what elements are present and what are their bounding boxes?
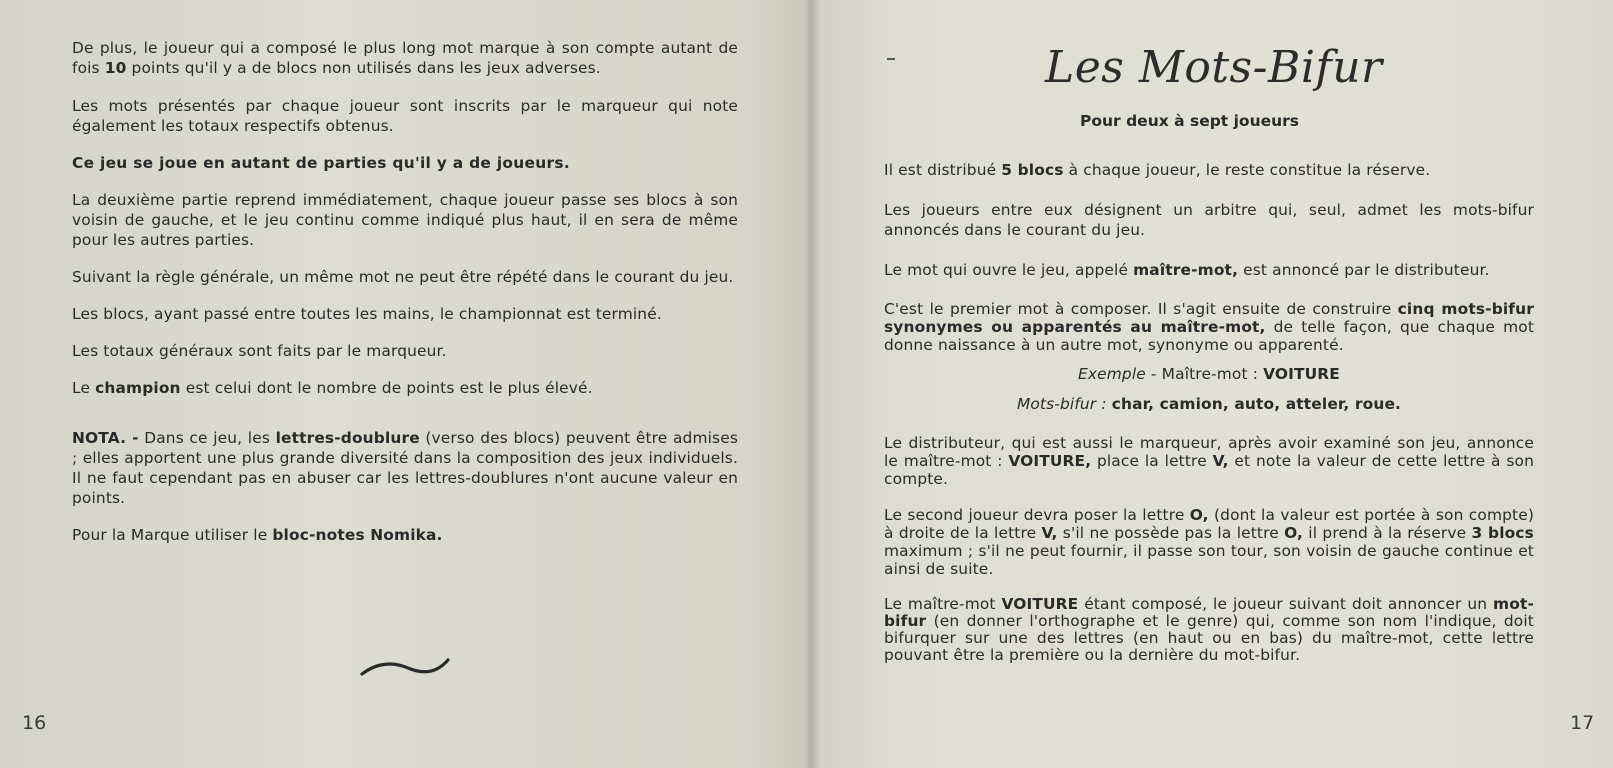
paragraph-maitre-mot: Le mot qui ouvre le jeu, appelé maître-mot, est annoncé par le distributeur.	[884, 261, 1490, 279]
paragraph-arbitre: Les joueurs entre eux désignent un arbitre qui, seul, admet les mots-bifur annoncés dans le courant du jeu.	[884, 201, 1534, 239]
paragraph-distribution: Il est distribué 5 blocs à chaque joueur, le reste constitue la réserve.	[884, 161, 1431, 179]
paragraph-parties: Ce jeu se joue en autant de parties qu'il y a de joueurs.	[72, 154, 571, 172]
paragraph-marque: Pour la Marque utiliser le bloc-notes Nomika.	[72, 526, 443, 544]
page-number-right: 17	[1570, 712, 1595, 734]
paragraph-regle-generale: Suivant la règle générale, un même mot ne peut être répété dans le courant du jeu.	[72, 268, 734, 286]
paragraph-second-joueur: Le second joueur devra poser la lettre O, (dont la valeur est portée à son compte) à droite de la lettre V, s'il ne possède pas la lettre O, il prend à la réserve 3 blocs maximum ; s'il ne peut fournir, il passe son tour, son voisin de gauche continue et ainsi de suite.	[884, 506, 1534, 578]
book-gutter	[804, 0, 820, 768]
example-maitre-mot: Exemple - Maître-mot : VOITURE	[1078, 365, 1340, 383]
left-page-text	[72, 38, 738, 545]
page-subtitle: Pour deux à sept joueurs	[1080, 112, 1300, 130]
example-mots-bifur: Mots-bifur : char, camion, auto, atteler, roue.	[1016, 395, 1402, 413]
tilde-ornament	[360, 654, 452, 682]
ink-mark	[887, 58, 895, 60]
paragraph-distributeur: Le distributeur, qui est aussi le marqueur, après avoir examiné son jeu, annonce le maître-mot : VOITURE, place la lettre V, et note la valeur de cette lettre à son compte.	[884, 434, 1534, 488]
paragraph-points: De plus, le joueur qui a composé le plus long mot marque à son compte autant de fois 10 points qu'il y a de blocs non utilisés dans les jeux adverses.	[72, 39, 738, 77]
right-page-text	[884, 160, 1534, 664]
paragraph-marqueur: Les mots présentés par chaque joueur sont inscrits par le marqueur qui note également les totaux respectifs obtenus.	[72, 97, 738, 135]
paragraph-championnat: Les blocs, ayant passé entre toutes les mains, le championnat est terminé.	[72, 305, 662, 323]
page-title: Les Mots-Bifur	[1045, 42, 1383, 93]
paragraph-deuxieme-partie: La deuxième partie reprend immédiatement, chaque joueur passe ses blocs à son voisin de gauche, et le jeu continu comme indiqué plus haut, il en sera de même pour les autres parties.	[72, 191, 738, 249]
paragraph-nota: NOTA. - Dans ce jeu, les lettres-doublure (verso des blocs) peuvent être admises ; elles apportent une plus grande diversité dans la composition des jeux individuels. Il ne faut cependant pas en abuser car les lettres-doublures n'ont aucune valeur en points.	[72, 429, 739, 507]
page-number-left: 16	[22, 712, 47, 734]
paragraph-mot-bifur: Le maître-mot VOITURE étant composé, le joueur suivant doit annoncer un mot- bifur (en donner l'orthographe et le genre) qui, comme son nom l'indique, doit bifurquer sur une des lettres (en haut ou en bas) du maître-mot, cette lettre pouvant être la première ou la dernière du mot-bifur.	[884, 595, 1534, 664]
paragraph-totaux: Les totaux généraux sont faits par le marqueur.	[72, 342, 447, 360]
paragraph-premier-mot: C'est le premier mot à composer. Il s'agit ensuite de construire cinq mots-bifur synonymes ou apparentés au maître-mot, de telle façon, que chaque mot donne naissance à un autre mot, synonyme ou apparenté.	[884, 300, 1534, 354]
paragraph-champion: Le champion est celui dont le nombre de points est le plus élevé.	[72, 379, 593, 397]
